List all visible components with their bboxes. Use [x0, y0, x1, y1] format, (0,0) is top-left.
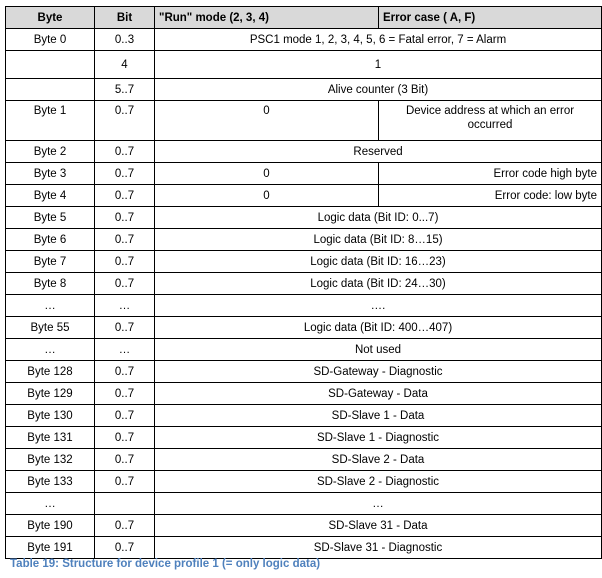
- cell-bit: 0..7: [95, 515, 155, 537]
- cell-error-value: Error code high byte: [379, 163, 602, 185]
- cell-bit: 0..7: [95, 273, 155, 295]
- cell-byte: Byte 191: [6, 537, 95, 559]
- table-row: [6, 101, 602, 141]
- cell-byte: Byte 130: [6, 405, 95, 427]
- cell-value: SD-Gateway - Data: [155, 383, 602, 405]
- header-bit: Bit: [95, 7, 155, 29]
- cell-bit: 0..7: [95, 207, 155, 229]
- cell-byte-empty: [6, 79, 95, 101]
- cell-byte: Byte 132: [6, 449, 95, 471]
- cell-value: PSC1 mode 1, 2, 3, 4, 5, 6 = Fatal error, 7 = Alarm: [155, 29, 602, 51]
- cell-value: Logic data (Bit ID: 0...7): [155, 207, 602, 229]
- table-row: [6, 229, 602, 251]
- table-row: [6, 295, 602, 317]
- cell-byte: Byte 5: [6, 207, 95, 229]
- header-error-case: Error case ( A, F): [379, 7, 602, 29]
- table-row: [6, 361, 602, 383]
- cell-byte: Byte 129: [6, 383, 95, 405]
- cell-byte: Byte 6: [6, 229, 95, 251]
- cell-run-value: 0: [155, 163, 379, 185]
- cell-value: Reserved: [155, 141, 602, 163]
- table-row: [6, 449, 602, 471]
- device-profile-table: [5, 6, 602, 559]
- cell-bit: 0..7: [95, 361, 155, 383]
- cell-byte: …: [6, 295, 95, 317]
- cell-value: SD-Slave 31 - Data: [155, 515, 602, 537]
- table-row: [6, 51, 602, 79]
- table-row: [6, 339, 602, 361]
- cell-byte-empty: [6, 51, 95, 79]
- cell-value: SD-Slave 1 - Diagnostic: [155, 427, 602, 449]
- cell-value: Logic data (Bit ID: 8…15): [155, 229, 602, 251]
- cell-value: SD-Slave 2 - Data: [155, 449, 602, 471]
- table-row: [6, 515, 602, 537]
- cell-value: Logic data (Bit ID: 24…30): [155, 273, 602, 295]
- cell-error-value: Error code: low byte: [379, 185, 602, 207]
- cell-value: …: [155, 493, 602, 515]
- cell-bit: 0..7: [95, 427, 155, 449]
- cell-run-value: 0: [155, 101, 379, 141]
- cell-byte: Byte 131: [6, 427, 95, 449]
- table-row: [6, 29, 602, 51]
- cell-value: SD-Slave 1 - Data: [155, 405, 602, 427]
- cell-value: 1: [155, 51, 602, 79]
- table-row: [6, 141, 602, 163]
- table-row: [6, 405, 602, 427]
- cell-value: ….: [155, 295, 602, 317]
- cell-byte: Byte 4: [6, 185, 95, 207]
- table-row: [6, 207, 602, 229]
- cell-byte: Byte 2: [6, 141, 95, 163]
- table-row: [6, 317, 602, 339]
- cell-bit: [95, 493, 155, 515]
- table-row: [6, 537, 602, 559]
- table-row: [6, 493, 602, 515]
- cell-value: Alive counter (3 Bit): [155, 79, 602, 101]
- cell-error-value: Device address at which an error occurred: [379, 101, 602, 141]
- header-byte: Byte: [6, 7, 95, 29]
- cell-byte: …: [6, 493, 95, 515]
- cell-bit: …: [95, 339, 155, 361]
- cell-value: Logic data (Bit ID: 400…407): [155, 317, 602, 339]
- cell-byte: Byte 55: [6, 317, 95, 339]
- table-caption: Table 19: Structure for device profile 1 (= only logic data): [10, 558, 321, 570]
- cell-value: SD-Gateway - Diagnostic: [155, 361, 602, 383]
- cell-byte: …: [6, 339, 95, 361]
- cell-value: Not used: [155, 339, 602, 361]
- cell-bit: 0..7: [95, 141, 155, 163]
- table-row: [6, 273, 602, 295]
- table-row: [6, 79, 602, 101]
- header-run-mode: "Run" mode (2, 3, 4): [155, 7, 379, 29]
- cell-bit: 0..7: [95, 383, 155, 405]
- cell-value: SD-Slave 31 - Diagnostic: [155, 537, 602, 559]
- table-row: [6, 185, 602, 207]
- cell-bit: 0..7: [95, 471, 155, 493]
- table-row: [6, 471, 602, 493]
- cell-byte: Byte 8: [6, 273, 95, 295]
- cell-bit: 0..7: [95, 405, 155, 427]
- cell-bit: …: [95, 295, 155, 317]
- table-row: [6, 163, 602, 185]
- cell-bit: 0..7: [95, 163, 155, 185]
- cell-bit: 0..7: [95, 229, 155, 251]
- cell-value: SD-Slave 2 - Diagnostic: [155, 471, 602, 493]
- cell-bit: 0..7: [95, 101, 155, 141]
- cell-bit: 0..7: [95, 185, 155, 207]
- cell-byte: Byte 0: [6, 29, 95, 51]
- cell-value: Logic data (Bit ID: 16…23): [155, 251, 602, 273]
- cell-byte: Byte 133: [6, 471, 95, 493]
- table-row: [6, 251, 602, 273]
- header-row: [6, 7, 602, 29]
- cell-bit: 0..7: [95, 251, 155, 273]
- table-row: [6, 427, 602, 449]
- table-row: [6, 383, 602, 405]
- cell-byte: Byte 1: [6, 101, 95, 141]
- cell-bit: 0..7: [95, 449, 155, 471]
- cell-byte: Byte 3: [6, 163, 95, 185]
- cell-run-value: 0: [155, 185, 379, 207]
- cell-bit: 5..7: [95, 79, 155, 101]
- cell-byte: Byte 128: [6, 361, 95, 383]
- cell-bit: 0..7: [95, 317, 155, 339]
- cell-bit: 0..7: [95, 537, 155, 559]
- cell-bit: 4: [95, 51, 155, 79]
- cell-bit: 0..3: [95, 29, 155, 51]
- cell-byte: Byte 190: [6, 515, 95, 537]
- cell-byte: Byte 7: [6, 251, 95, 273]
